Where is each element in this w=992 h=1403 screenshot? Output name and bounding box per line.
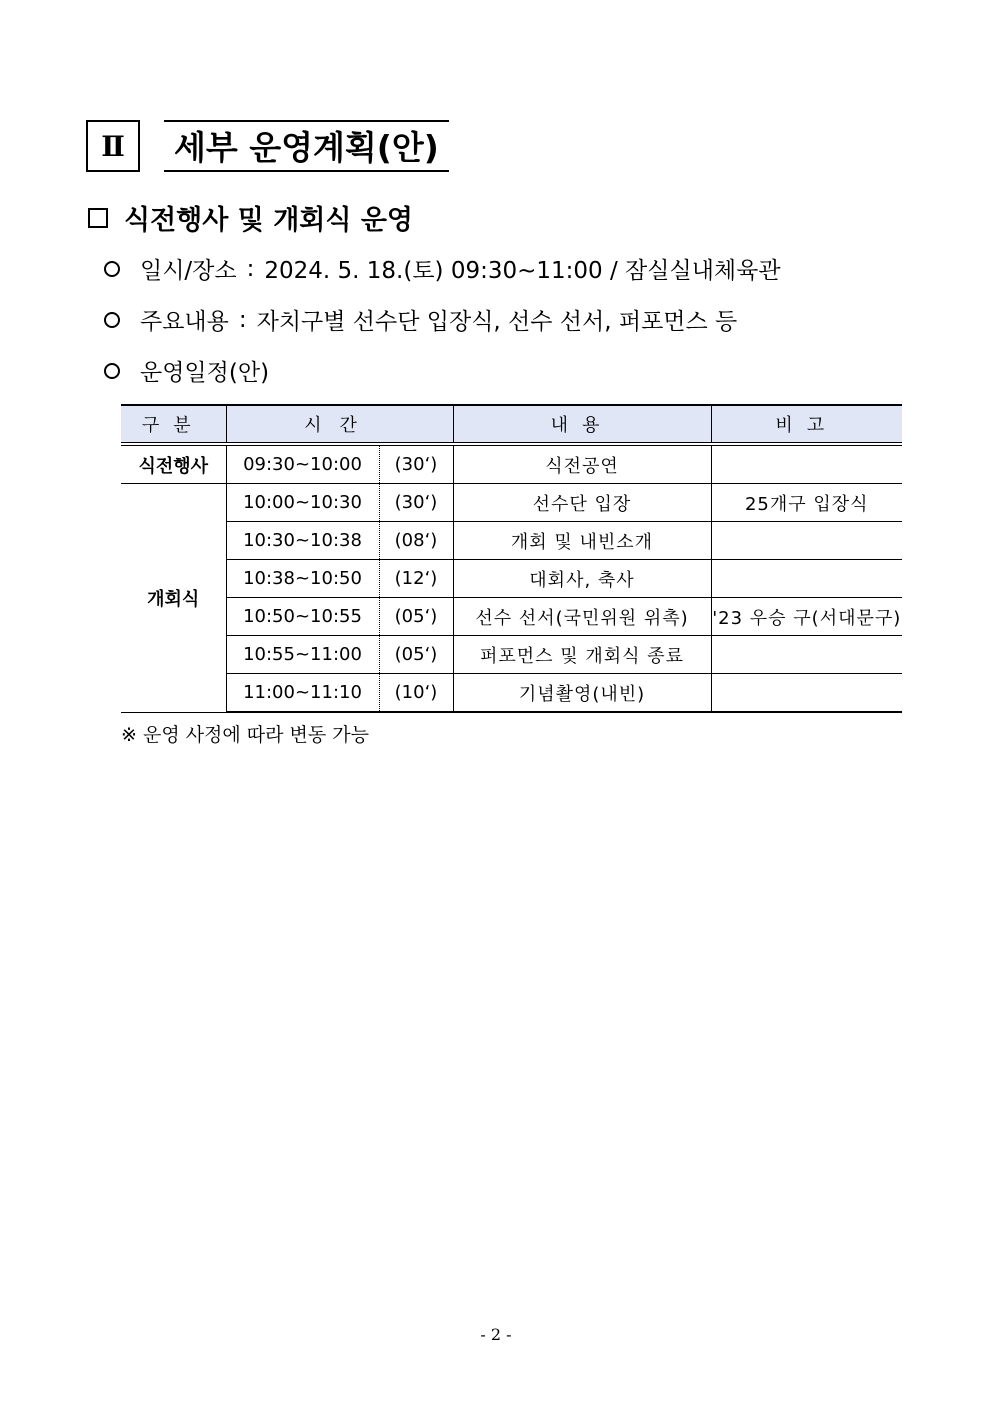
time-cell: 11:00~11:10 (226, 674, 379, 713)
note-cell (711, 674, 902, 713)
duration-cell: (08‘) (379, 522, 453, 560)
note-cell: '23 우승 구(서대문구) (711, 598, 902, 636)
note-cell (711, 444, 902, 484)
subsection-heading (88, 198, 413, 237)
category-cell: 개회식 (121, 484, 226, 713)
subsection-title: 식전행사 및 개회식 운영 (124, 205, 414, 236)
duration-cell: (12‘) (379, 560, 453, 598)
note-cell (711, 522, 902, 560)
footnote: ※ 운영 사정에 따라 변동 가능 (121, 724, 370, 746)
table-row (121, 484, 902, 522)
table-row (121, 560, 902, 598)
bullet-label: 일시/장소 (140, 258, 237, 284)
circle-bullet-icon (104, 312, 120, 328)
bullet-label: 주요내용 (140, 309, 229, 335)
time-cell: 10:38~10:50 (226, 560, 379, 598)
time-cell: 10:30~10:38 (226, 522, 379, 560)
bullet-datetime-place (104, 252, 781, 285)
page-number: - 2 - (480, 1325, 512, 1344)
duration-cell: (05‘) (379, 636, 453, 674)
table-row (121, 674, 902, 713)
header-content: 내용 (453, 405, 711, 444)
bullet-label: 운영일정(안) (140, 360, 270, 386)
table-row (121, 636, 902, 674)
header-category: 구분 (121, 405, 226, 444)
content-cell: 기념촬영(내빈) (453, 674, 711, 713)
time-cell: 10:00~10:30 (226, 484, 379, 522)
duration-cell: (30‘) (379, 444, 453, 484)
duration-cell: (30‘) (379, 484, 453, 522)
table-row (121, 444, 902, 484)
bullet-text: 자치구별 선수단 입장식, 선수 선서, 퍼포먼스 등 (256, 309, 738, 335)
category-cell: 식전행사 (121, 444, 226, 484)
section-title: 세부 운영계획(안) (164, 120, 449, 172)
circle-bullet-icon (104, 363, 120, 379)
note-cell (711, 560, 902, 598)
note-cell (711, 636, 902, 674)
header-note: 비고 (711, 405, 902, 444)
content-cell: 퍼포먼스 및 개회식 종료 (453, 636, 711, 674)
content-cell: 대회사, 축사 (453, 560, 711, 598)
time-cell: 10:55~11:00 (226, 636, 379, 674)
bullet-schedule (104, 354, 269, 387)
content-cell: 선수단 입장 (453, 484, 711, 522)
bullet-text: 2024. 5. 18.(토) 09:30~11:00 / 잠실실내체육관 (264, 258, 781, 284)
header-time: 시간 (226, 405, 453, 444)
bullet-main-content (104, 303, 737, 336)
table-row (121, 598, 902, 636)
bullet-separator: : (246, 255, 255, 282)
schedule-table (121, 404, 902, 713)
time-cell: 10:50~10:55 (226, 598, 379, 636)
duration-cell: (10‘) (379, 674, 453, 713)
content-cell: 식전공연 (453, 444, 711, 484)
circle-bullet-icon (104, 261, 120, 277)
duration-cell: (05‘) (379, 598, 453, 636)
content-cell: 선수 선서(국민위원 위촉) (453, 598, 711, 636)
table-header-row (121, 405, 902, 444)
note-cell: 25개구 입장식 (711, 484, 902, 522)
content-cell: 개회 및 내빈소개 (453, 522, 711, 560)
bullet-separator: : (238, 306, 247, 333)
time-cell: 09:30~10:00 (226, 444, 379, 484)
section-number-box: Ⅱ (86, 120, 140, 172)
table-row (121, 522, 902, 560)
square-bullet-icon (88, 208, 108, 228)
